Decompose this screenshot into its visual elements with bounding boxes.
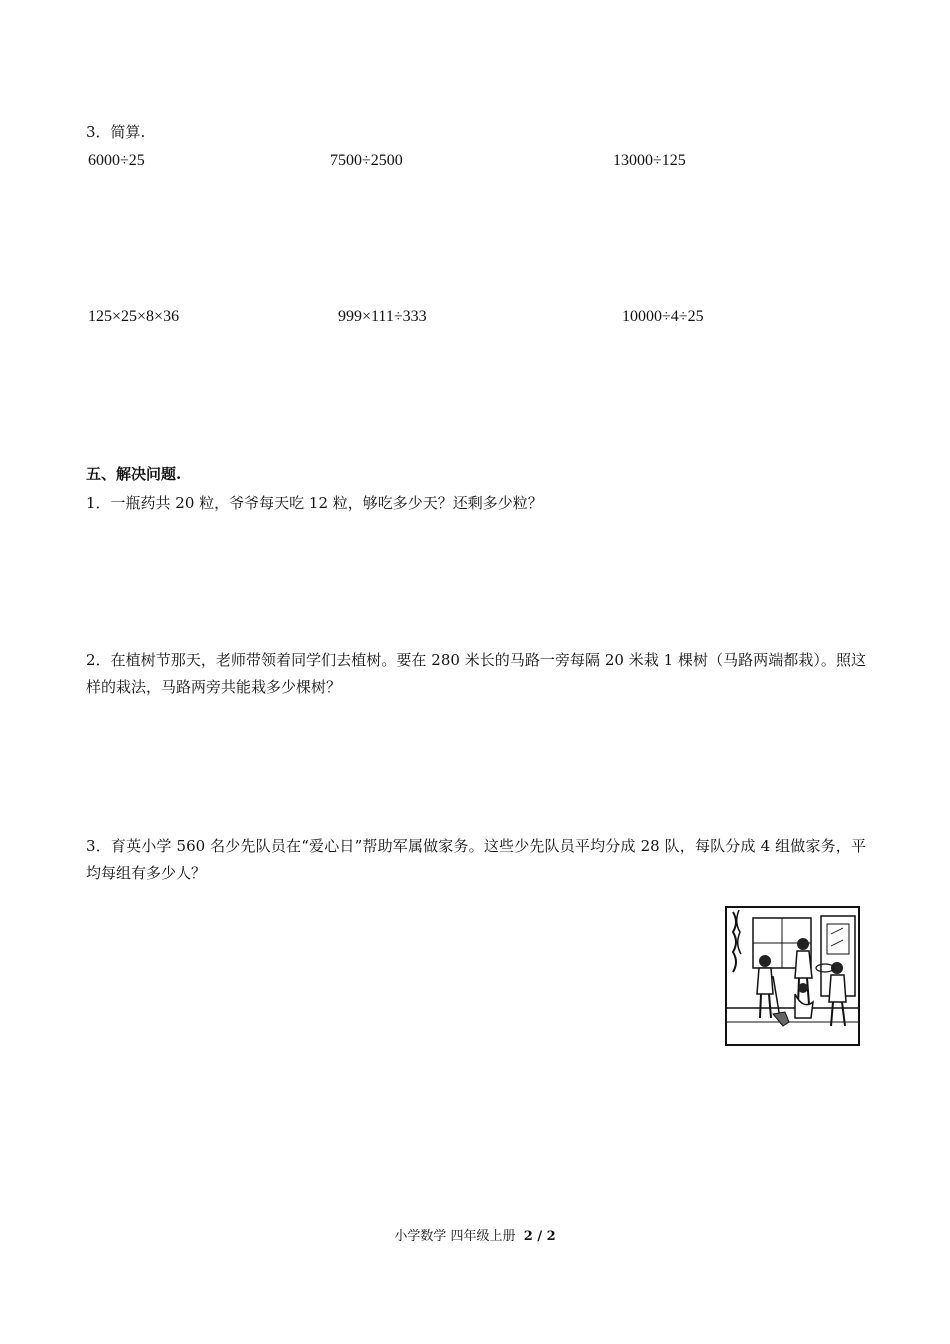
children-doing-chores-illustration bbox=[725, 906, 860, 1046]
problem-3: 3．育英小学 560 名少先队员在“爱心日”帮助军属做家务。这些少先队员平均分成 28 队，每队分成 4 组做家务，平均每组有多少人？ bbox=[86, 837, 866, 882]
calc-expression: 10000÷4÷25 bbox=[622, 308, 704, 325]
footer-text: 小学数学 四年级上册 bbox=[394, 1229, 516, 1244]
simplify-heading: 3．简算. bbox=[86, 123, 146, 141]
calc-expression: 7500÷2500 bbox=[330, 152, 403, 169]
calc-expression: 125×25×8×36 bbox=[88, 308, 180, 325]
calc-expression: 6000÷25 bbox=[88, 152, 145, 169]
page-number: 2 / 2 bbox=[523, 1229, 556, 1244]
footer bbox=[0, 1225, 950, 1244]
problem-1: 1．一瓶药共 20 粒，爷爷每天吃 12 粒，够吃多少天？还剩多少粒？ bbox=[86, 494, 543, 512]
section-heading: 五、解决问题. bbox=[86, 465, 182, 483]
calc-expression: 13000÷125 bbox=[613, 152, 686, 169]
problem-2: 2．在植树节那天，老师带领着同学们去植树。要在 280 米长的马路一旁每隔 20 米栽 1 棵树（马路两端都栽）。照这样的栽法，马路两旁共能栽多少棵树？ bbox=[86, 651, 866, 696]
calc-expression: 999×111÷333 bbox=[338, 308, 427, 325]
